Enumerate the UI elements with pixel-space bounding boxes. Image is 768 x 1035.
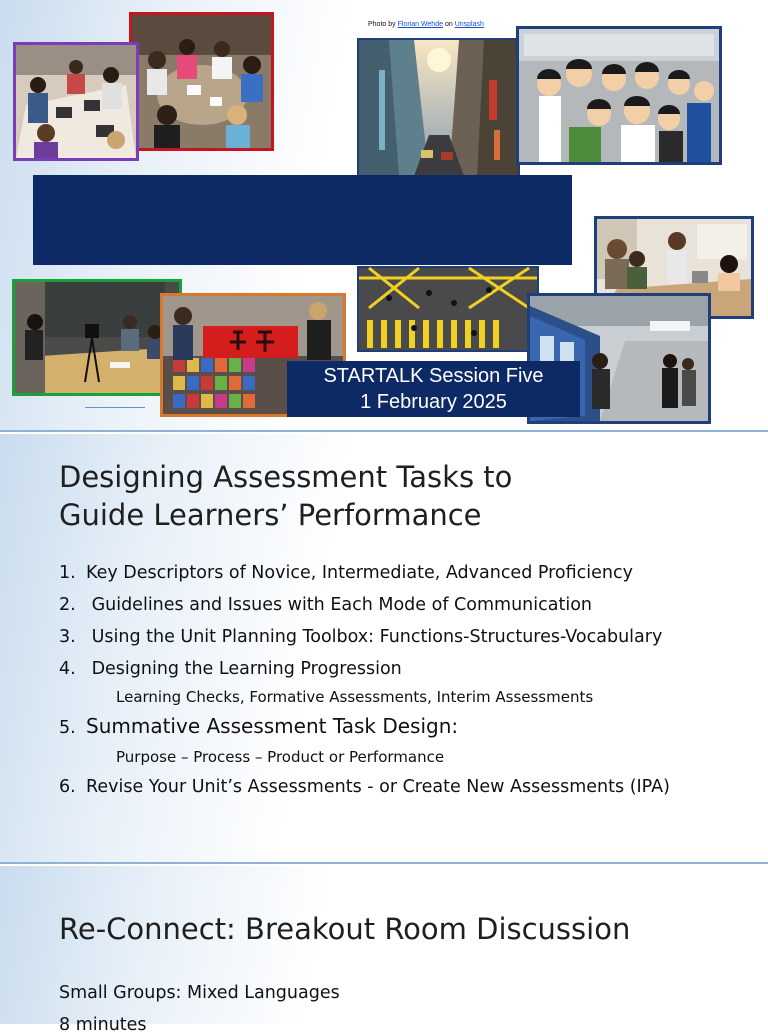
agenda-item-4 [59,659,402,679]
title-slide [0,0,768,432]
agenda-item-number: 6. [59,777,76,797]
agenda-item-number: 5. [59,718,76,738]
children-group-photo [516,26,722,165]
agenda-item-3 [59,627,662,647]
agenda-slide [0,434,768,864]
agenda-item-text: Summative Assessment Task Design: [86,714,459,738]
credit-prefix: Photo by [368,21,396,28]
divider-line [85,407,145,408]
city-street-photo [357,38,520,178]
title-band [33,175,572,265]
agenda-item-text: Using the Unit Planning Toolbox: Functions-Structures-Vocabulary [86,627,663,647]
agenda-item-text: Key Descriptors of Novice, Intermediate, Advanced Proficiency [86,563,633,583]
video-class-photo [12,279,182,396]
agenda-item-number: 3. [59,627,76,647]
agenda-title-line1: Designing Assessment Tasks to [59,460,513,494]
breakout-title: Re-Connect: Breakout Room Discussion [59,912,631,946]
session-date: 1 February 2025 [360,391,507,413]
agenda-item-5 [59,714,458,738]
credit-author-link[interactable]: Florian Wehde [397,21,443,28]
breakout-groups-line: Small Groups: Mixed Languages [59,983,340,1003]
crosswalk-photo [357,266,539,352]
agenda-item-number: 2. [59,595,76,615]
agenda-item-1 [59,563,633,583]
students-laptops-photo [13,42,139,161]
agenda-title-line2: Guide Learners’ Performance [59,498,482,532]
agenda-subitem-4: Learning Checks, Formative Assessments, Interim Assessments [116,688,594,706]
photo-credit [368,21,484,28]
agenda-subitem-5: Purpose – Process – Product or Performance [116,748,445,766]
credit-site-link[interactable]: Unsplash [454,21,484,28]
breakout-slide [0,866,768,1035]
agenda-item-2 [59,595,592,615]
breakout-time-line: 8 minutes [59,1015,147,1035]
agenda-item-text: Revise Your Unit’s Assessments - or Create New Assessments (IPA) [86,777,670,797]
classroom-circle-photo [129,12,274,151]
credit-on: on [444,21,453,28]
agenda-item-number: 4. [59,659,76,679]
session-info-box [287,361,580,417]
session-title: STARTALK Session Five [323,365,544,387]
agenda-item-number: 1. [59,563,76,583]
agenda-item-text: Designing the Learning Progression [86,659,402,679]
agenda-item-6 [59,777,670,797]
agenda-item-text: Guidelines and Issues with Each Mode of Communication [86,595,592,615]
